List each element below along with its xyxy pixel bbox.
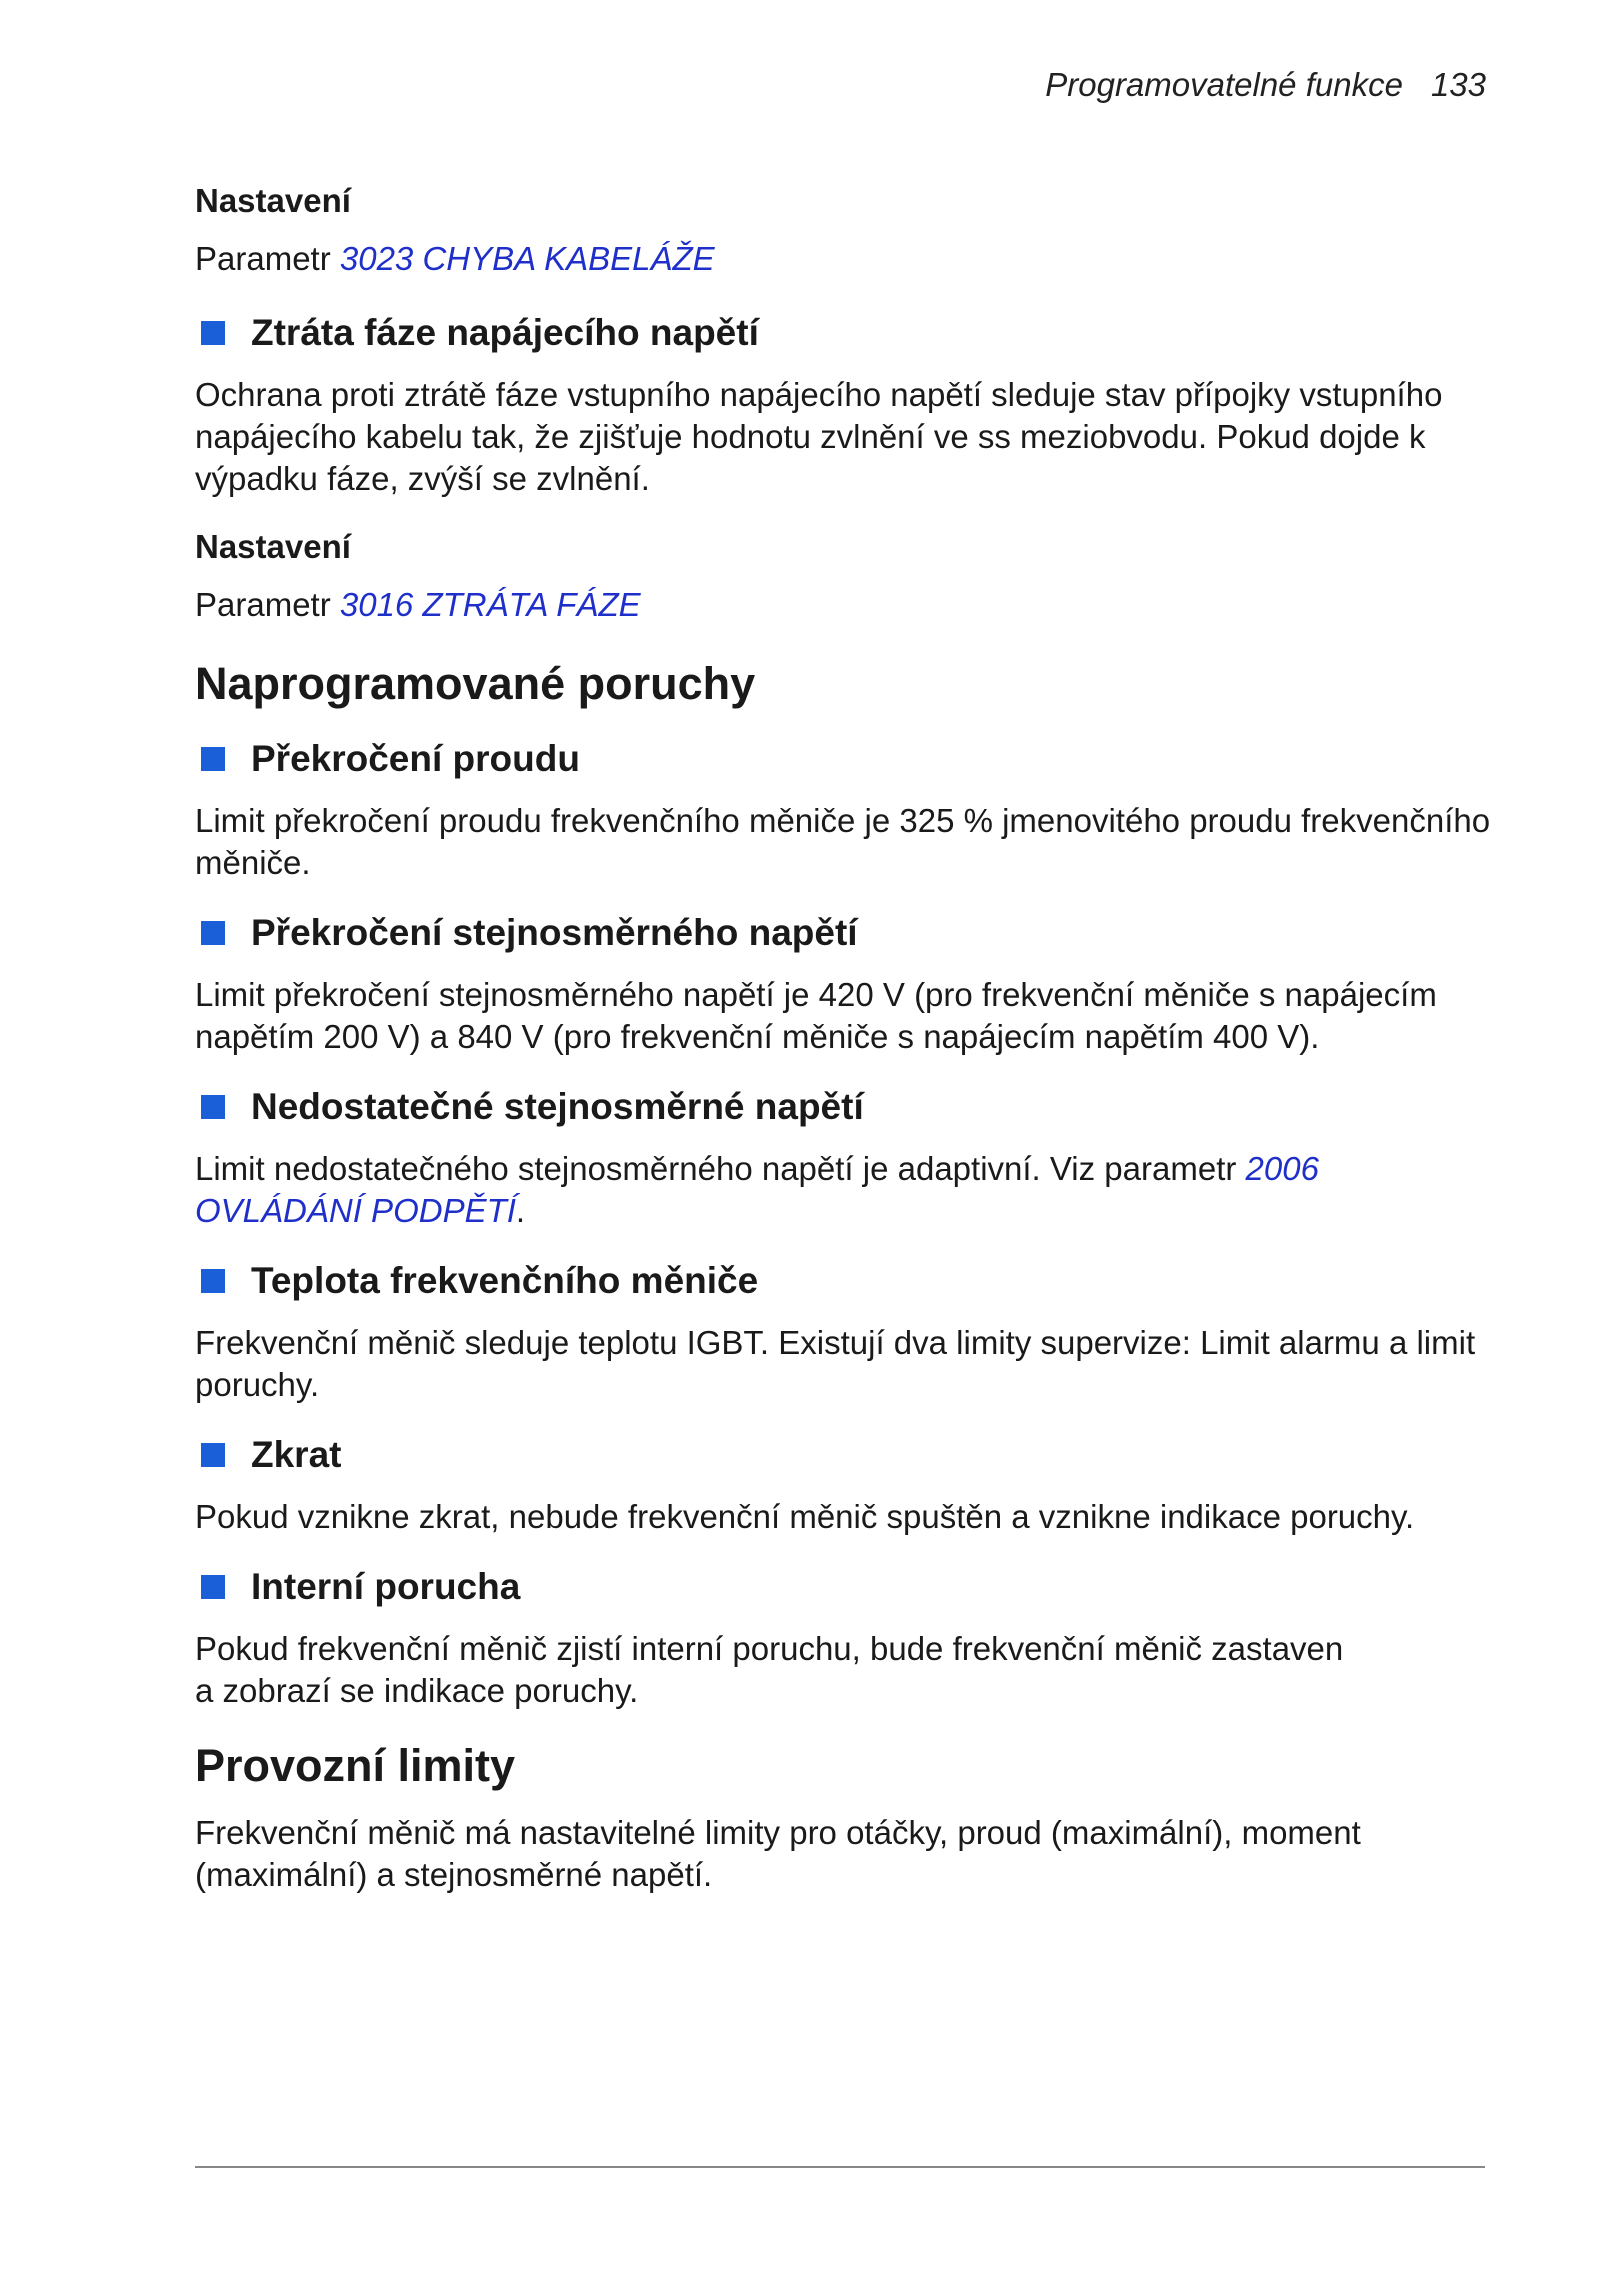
page-header [1045, 66, 1486, 104]
text-line [195, 1190, 1495, 1232]
heading-dc-overvoltage [195, 912, 1495, 954]
param-prefix: Parametr [195, 240, 340, 277]
text-line: Pokud frekvenční měnič zjistí interní poruchu, bude frekvenční měnič zastaven [195, 1630, 1344, 1667]
param-link-3016[interactable]: 3016 ZTRÁTA FÁZE [339, 586, 641, 623]
section-title-preprogrammed-faults: Naprogramované poruchy [195, 658, 756, 709]
text-line: a zobrazí se indikace poruchy. [195, 1672, 639, 1709]
param-prefix: Parametr [195, 586, 340, 623]
heading-text: Teplota frekvenčního měniče [251, 1260, 759, 1301]
param-link-2006-name[interactable]: OVLÁDÁNÍ PODPĚTÍ [195, 1192, 516, 1229]
heading-text: Překročení stejnosměrného napětí [251, 912, 858, 953]
header-section-title: Programovatelné funkce [1045, 66, 1403, 103]
heading-text: Nedostatečné stejnosměrné napětí [251, 1086, 864, 1127]
dc-undervoltage-paragraph [195, 1148, 1495, 1232]
square-bullet-icon [201, 321, 225, 345]
heading-text: Překročení proudu [251, 738, 580, 779]
footer-divider [195, 2166, 1485, 2168]
heading-text: Interní porucha [251, 1566, 521, 1607]
page-content [195, 182, 1495, 1896]
phase-loss-paragraph [195, 374, 1495, 500]
square-bullet-icon [201, 1269, 225, 1293]
dc-overvoltage-paragraph [195, 974, 1495, 1058]
heading-phase-loss [195, 312, 1495, 354]
text-line: Limit překročení stejnosměrného napětí je 420 V (pro frekvenční měniče s napájecím [195, 976, 1437, 1013]
text-line: napětím 200 V) a 840 V (pro frekvenční měniče s napájecím napětím 400 V). [195, 1018, 1320, 1055]
text-span: . [515, 1192, 526, 1229]
heading-drive-temperature [195, 1260, 1495, 1302]
square-bullet-icon [201, 921, 225, 945]
square-bullet-icon [201, 1443, 225, 1467]
param-reference [195, 584, 1495, 626]
square-bullet-icon [201, 1095, 225, 1119]
text-line: (maximální) a stejnosměrné napětí. [195, 1856, 713, 1893]
page-number: 133 [1430, 66, 1486, 103]
short-circuit-paragraph [195, 1496, 1495, 1538]
heading-text: Zkrat [251, 1434, 342, 1475]
overcurrent-paragraph [195, 800, 1495, 884]
square-bullet-icon [201, 1575, 225, 1599]
text-line [195, 1148, 1495, 1190]
text-line: napájecího kabelu tak, že zjišťuje hodnotu zvlnění ve ss meziobvodu. Pokud dojde k [195, 418, 1426, 455]
heading-dc-undervoltage [195, 1086, 1495, 1128]
section-title-operating-limits: Provozní limity [195, 1740, 516, 1791]
text-line: Frekvenční měnič sleduje teplotu IGBT. Existují dva limity supervize: Limit alarmu a limit [195, 1324, 1476, 1361]
param-reference [195, 238, 1495, 280]
text-line: poruchy. [195, 1366, 320, 1403]
text-line: Ochrana proti ztrátě fáze vstupního napájecího napětí sleduje stav přípojky vstupního [195, 376, 1443, 413]
heading-text: Ztráta fáze napájecího napětí [251, 312, 759, 353]
param-link-3023[interactable]: 3023 CHYBA KABELÁŽE [339, 240, 715, 277]
drive-temperature-paragraph [195, 1322, 1495, 1406]
text-line: měniče. [195, 844, 311, 881]
internal-fault-paragraph [195, 1628, 1495, 1712]
text-line: Frekvenční měnič má nastavitelné limity pro otáčky, proud (maximální), moment [195, 1814, 1361, 1851]
text-span: Limit nedostatečného stejnosměrného napětí je adaptivní. Viz parametr [195, 1150, 1246, 1187]
settings-label: Nastavení [195, 528, 351, 565]
heading-overcurrent [195, 738, 1495, 780]
heading-short-circuit [195, 1434, 1495, 1476]
text-line: Pokud vznikne zkrat, nebude frekvenční měnič spuštěn a vznikne indikace poruchy. [195, 1498, 1415, 1535]
heading-internal-fault [195, 1566, 1495, 1608]
text-line: Limit překročení proudu frekvenčního měniče je 325 % jmenovitého proudu frekvenčního [195, 802, 1491, 839]
square-bullet-icon [201, 747, 225, 771]
text-line: výpadku fáze, zvýší se zvlnění. [195, 460, 650, 497]
settings-label: Nastavení [195, 182, 351, 219]
operating-limits-paragraph [195, 1812, 1495, 1896]
param-link-2006[interactable]: 2006 [1245, 1150, 1319, 1187]
